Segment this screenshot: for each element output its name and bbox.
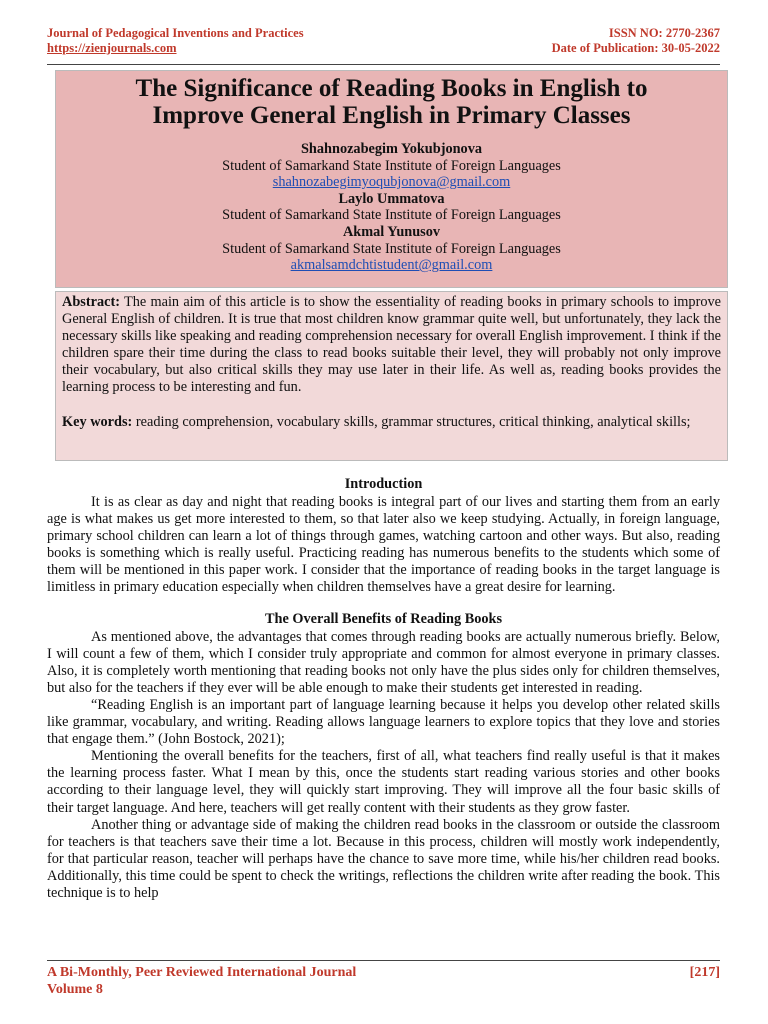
author-affiliation: Student of Samarkand State Institute of Foreign Languages: [222, 207, 561, 224]
quote-paragraph: “Reading English is an important part of language learning because it helps you develop other related skills like grammar, vocabulary, and writing. Reading allows language learners to explore topics that they love and stories that engage them.” (John Bostock, 2021);: [47, 696, 720, 748]
author-email-link[interactable]: akmalsamdchtistudent@gmail.com: [290, 257, 493, 274]
abstract-box: [55, 291, 728, 461]
paragraph: As mentioned above, the advantages that comes through reading books are actually numerous briefly. Below, I will count a few of them, which I consider truly appropriate and common for almost everyone in primary classes. Also, it is completely worth mentioning that reading books not only have the plus sides only for children themselves, but also for the teachers if they ever will be able enough to make their students get interested in reading.: [47, 628, 720, 696]
keywords-text: reading comprehension, vocabulary skills, grammar structures, critical thinking, analytical skills;: [135, 413, 691, 430]
header-rule: [47, 64, 720, 65]
keywords-label: Key words:: [62, 413, 133, 430]
article-body: [47, 474, 720, 902]
abstract-label: Abstract:: [62, 294, 120, 310]
title-line: Improve General English in Primary Classes: [152, 102, 631, 129]
section-heading-benefits: The Overall Benefits of Reading Books: [264, 610, 503, 627]
footer-rule: [47, 960, 720, 961]
section-heading-introduction: Introduction: [344, 476, 423, 492]
title-line: The Significance of Reading Books in English to: [135, 75, 648, 102]
author-name: Akmal Yunusov: [342, 223, 441, 240]
journal-type: A Bi-Monthly, Peer Reviewed International Journal: [47, 965, 357, 980]
author-list: [56, 141, 727, 274]
journal-name: Journal of Pedagogical Inventions and Practices: [47, 26, 304, 40]
header-left: [47, 26, 304, 56]
abstract: [62, 294, 721, 397]
author-name: Shahnozabegim Yokubjonova: [300, 141, 482, 157]
issn: ISSN NO: 2770-2367: [608, 26, 720, 40]
journal-url-link[interactable]: https://zienjournals.com: [47, 41, 177, 55]
header-right: [552, 26, 720, 56]
abstract-text: The main aim of this article is to show the essentiality of reading books in primary schools to improve General English of children. It is true that most children know grammar quite well, but unfortunately, they lack the necessary skills like speaking and reading comprehension necessary for overall English improvement. I think if the children spare their time during the class to read books suitable their level, they will probably not only improve their vocabulary, but also critical skills they may use later in their life. As well as, reading books provides the learning process to be interesting and fun.: [62, 294, 721, 396]
keywords: [62, 414, 721, 431]
paper-title: [56, 75, 727, 129]
paragraph: Another thing or advantage side of making the children read books in the classroom or outside the classroom for teachers is that teachers save their time a lot. Because in this process, children will mostly work independently, for that particular reason, teacher will perhaps have the chance to save more time, while his/her children read books. Additionally, this time could be spent to check the writings, reflections the children write after reading the book. This technique is to help: [47, 816, 720, 901]
author-affiliation: Student of Samarkand State Institute of Foreign Languages: [222, 157, 561, 174]
paragraph: It is as clear as day and night that reading books is integral part of our lives and starting them from an early age is what makes us get more interested to them, so that later also we keep studying. Actually, in foreign language, primary school children can learn a lot of things through games, watching cartoon and other ways. But also, reading books is something which is really useful. Practicing reading has numerous benefits to the students which some of them will be mentioned in this paper work. I consider that the importance of reading books in the target language is limitless in primary education especially when children themselves have a great desire for learning.: [47, 494, 720, 596]
author-email-link[interactable]: shahnozabegimyoqubjonova@gmail.com: [272, 174, 511, 191]
footer-left: [47, 964, 356, 998]
publication-date: Date of Publication: 30-05-2022: [551, 41, 720, 55]
title-box: [55, 70, 728, 288]
paragraph: Mentioning the overall benefits for the teachers, first of all, what teachers find really useful is that it makes the learning process faster. What I mean by this, once the students start reading various stories and other books according to their language level, they will quickly start improving. They will improve all the four basic skills of their target language. And here, teachers will get really content with their students as they grow faster.: [47, 748, 720, 816]
volume: Volume 8: [47, 982, 103, 997]
author-affiliation: Student of Samarkand State Institute of Foreign Languages: [222, 240, 561, 257]
page-header: [47, 26, 720, 60]
author-name: Laylo Ummatova: [338, 190, 445, 207]
page-number: [217]: [689, 965, 720, 980]
